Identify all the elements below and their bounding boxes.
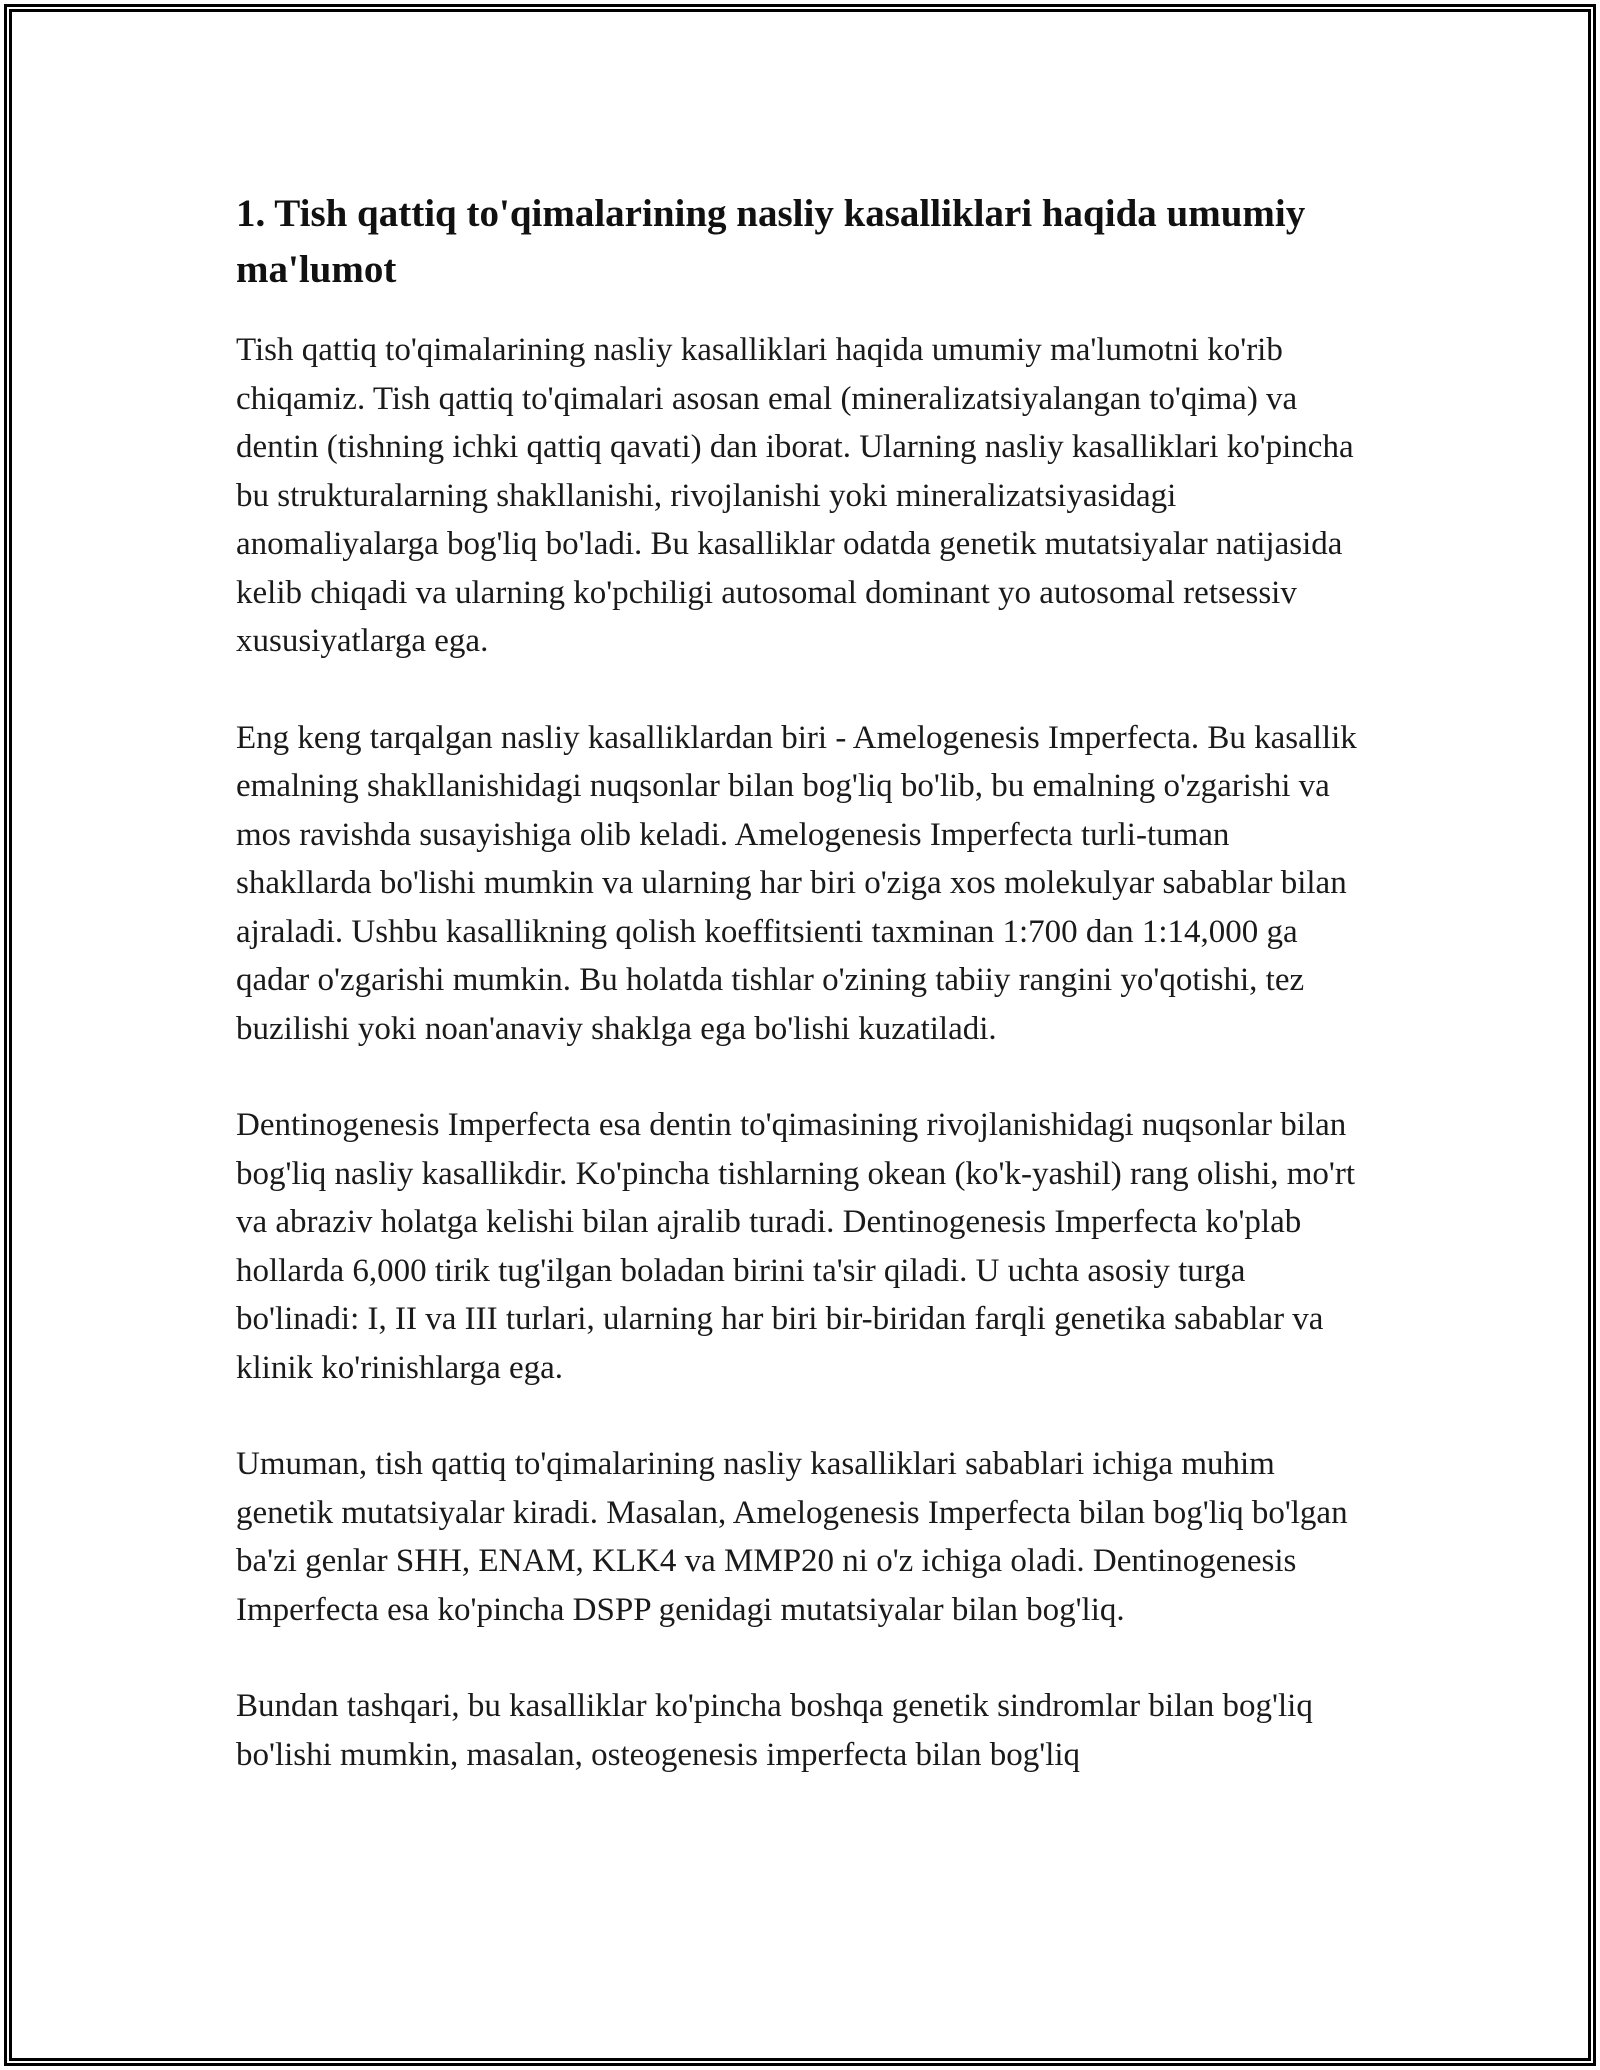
paragraph-intro: Tish qattiq to'qimalarining nasliy kasalliklari haqida umumiy ma'lumotni ko'rib chiqamiz. Tish qattiq to'qimalari asosan emal (mineralizatsiyalangan to'qima) va dentin (tishning ichki qattiq qavati) dan iborat. Ularning nasliy kasalliklari ko'pincha bu strukturalarning shakllanishi, rivojlanishi yoki mineralizatsiyasidagi anomaliyalarga bog'liq bo'ladi. Bu kasalliklar odatda genetik mutatsiyalar natijasida kelib chiqadi va ularning ko'pchiligi autosomal dominant yo autosomal retsessiv xususiyatlarga ega.	[236, 332, 1354, 659]
paragraph-syndromes: Bundan tashqari, bu kasalliklar ko'pincha boshqa genetik sindromlar bilan bog'liq bo'lishi mumkin, masalan, osteogenesis imperfecta bilan bog'liq	[236, 1688, 1313, 1773]
paragraph-genetic-causes: Umuman, tish qattiq to'qimalarining nasliy kasalliklari sabablari ichiga muhim genetik mutatsiyalar kiradi. Masalan, Amelogenesis Imperfecta bilan bog'liq bo'lgan ba'zi genlar SHH, ENAM, KLK4 va MMP20 ni o'z ichiga oladi. Dentinogenesis Imperfecta esa ko'pincha DSPP genidagi mutatsiyalar bilan bog'liq.	[236, 1446, 1348, 1628]
section-heading: 1. Tish qattiq to'qimalarining nasliy kasalliklari haqida umumiy ma'lumot	[236, 192, 1306, 291]
paragraph-amelogenesis: Eng keng tarqalgan nasliy kasalliklardan biri - Amelogenesis Imperfecta. Bu kasallik emalning shakllanishidagi nuqsonlar bilan bog'liq bo'lib, bu emalning o'zgarishi va mos ravishda susayishiga olib keladi. Amelogenesis Imperfecta turli-tuman shakllarda bo'lishi mumkin va ularning har biri o'ziga xos molekulyar sabablar bilan ajraladi. Ushbu kasallikning qolish koeffitsienti taxminan 1:700 dan 1:14,000 ga qadar o'zgarishi mumkin. Bu holatda tishlar o'zining tabiiy rangini yo'qotishi, tez buzilishi yoki noan'anaviy shaklga ega bo'lishi kuzatiladi.	[236, 719, 1357, 1047]
paragraph-dentinogenesis: Dentinogenesis Imperfecta esa dentin to'qimasining rivojlanishidagi nuqsonlar bilan bog'liq nasliy kasallikdir. Ko'pincha tishlarning okean (ko'k-yashil) rang olishi, mo'rt va abraziv holatga kelishi bilan ajralib turadi. Dentinogenesis Imperfecta ko'plab hollarda 6,000 tirik tug'ilgan boladan birini ta'sir qiladi. U uchta asosiy turga bo'linadi: I, II va III turlari, ularning har biri bir-biridan farqli genetika sabablar va klinik ko'rinishlarga ega.	[236, 1107, 1356, 1386]
document-body	[236, 186, 1366, 1827]
